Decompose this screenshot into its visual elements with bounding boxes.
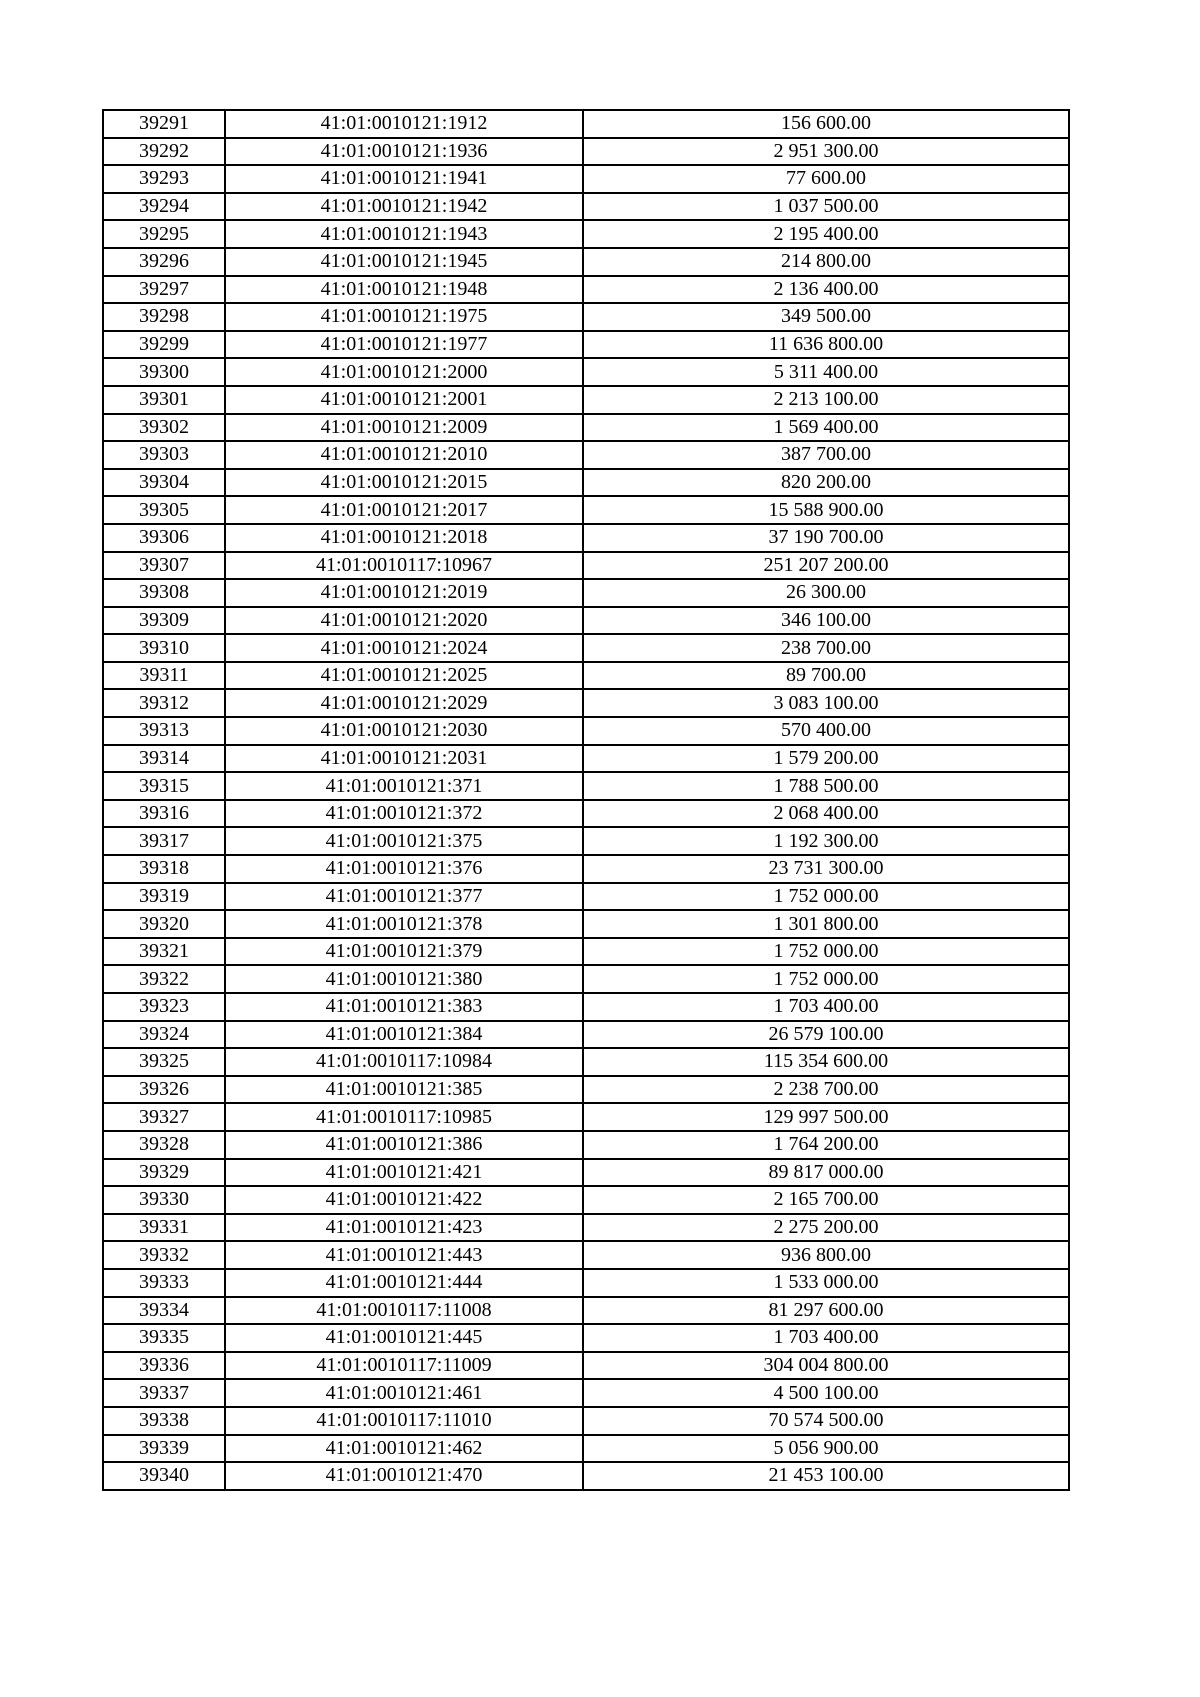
cadastral-number-cell: 41:01:0010121:2020 (225, 607, 583, 635)
cadastral-value-cell: 387 700.00 (583, 441, 1069, 469)
row-number-cell: 39322 (103, 965, 225, 993)
table-row (103, 1435, 1069, 1463)
row-number-cell: 39308 (103, 579, 225, 607)
cadastral-number-cell: 41:01:0010121:2029 (225, 689, 583, 717)
cadastral-number-cell: 41:01:0010121:444 (225, 1269, 583, 1297)
cadastral-number-cell: 41:01:0010121:1945 (225, 248, 583, 276)
table-row (103, 1131, 1069, 1159)
table-row (103, 524, 1069, 552)
table-row (103, 441, 1069, 469)
table-row (103, 414, 1069, 442)
cadastral-number-cell: 41:01:0010121:1941 (225, 165, 583, 193)
table-row (103, 634, 1069, 662)
row-number-cell: 39323 (103, 993, 225, 1021)
cadastral-value-cell: 2 136 400.00 (583, 276, 1069, 304)
cadastral-number-cell: 41:01:0010121:2019 (225, 579, 583, 607)
cadastral-value-cell: 21 453 100.00 (583, 1462, 1069, 1490)
cadastral-value-cell: 15 588 900.00 (583, 496, 1069, 524)
cadastral-number-cell: 41:01:0010121:2018 (225, 524, 583, 552)
row-number-cell: 39316 (103, 800, 225, 828)
cadastral-number-cell: 41:01:0010121:379 (225, 938, 583, 966)
cadastral-value-cell: 77 600.00 (583, 165, 1069, 193)
cadastral-value-cell: 81 297 600.00 (583, 1297, 1069, 1325)
table-row (103, 1241, 1069, 1269)
row-number-cell: 39334 (103, 1297, 225, 1325)
cadastral-number-cell: 41:01:0010121:1943 (225, 220, 583, 248)
cadastral-value-cell: 115 354 600.00 (583, 1048, 1069, 1076)
cadastral-value-cell: 70 574 500.00 (583, 1407, 1069, 1435)
row-number-cell: 39332 (103, 1241, 225, 1269)
table-row (103, 1048, 1069, 1076)
row-number-cell: 39325 (103, 1048, 225, 1076)
row-number-cell: 39300 (103, 358, 225, 386)
row-number-cell: 39304 (103, 469, 225, 497)
table-row (103, 248, 1069, 276)
row-number-cell: 39327 (103, 1103, 225, 1131)
table-row (103, 358, 1069, 386)
cadastral-value-cell: 936 800.00 (583, 1241, 1069, 1269)
table-row (103, 745, 1069, 773)
cadastral-value-cell: 2 213 100.00 (583, 386, 1069, 414)
table-row (103, 469, 1069, 497)
table-row (103, 1159, 1069, 1187)
row-number-cell: 39318 (103, 855, 225, 883)
cadastral-number-cell: 41:01:0010117:11008 (225, 1297, 583, 1325)
row-number-cell: 39295 (103, 220, 225, 248)
table-row (103, 193, 1069, 221)
table-row (103, 717, 1069, 745)
table-row (103, 110, 1069, 138)
table-row (103, 579, 1069, 607)
cadastral-number-cell: 41:01:0010121:1975 (225, 303, 583, 331)
cadastral-number-cell: 41:01:0010121:423 (225, 1214, 583, 1242)
cadastral-value-cell: 2 165 700.00 (583, 1186, 1069, 1214)
cadastral-value-cell: 820 200.00 (583, 469, 1069, 497)
table-row (103, 386, 1069, 414)
row-number-cell: 39314 (103, 745, 225, 773)
cadastral-value-cell: 1 788 500.00 (583, 772, 1069, 800)
cadastral-number-cell: 41:01:0010117:10967 (225, 552, 583, 580)
row-number-cell: 39315 (103, 772, 225, 800)
cadastral-value-cell: 1 703 400.00 (583, 993, 1069, 1021)
cadastral-value-cell: 89 817 000.00 (583, 1159, 1069, 1187)
table-row (103, 165, 1069, 193)
cadastral-number-cell: 41:01:0010121:371 (225, 772, 583, 800)
cadastral-value-cell: 11 636 800.00 (583, 331, 1069, 359)
cadastral-value-cell: 26 300.00 (583, 579, 1069, 607)
cadastral-value-cell: 129 997 500.00 (583, 1103, 1069, 1131)
cadastral-value-cell: 5 311 400.00 (583, 358, 1069, 386)
cadastral-number-cell: 41:01:0010121:1942 (225, 193, 583, 221)
row-number-cell: 39312 (103, 689, 225, 717)
table-row (103, 772, 1069, 800)
cadastral-value-cell: 1 037 500.00 (583, 193, 1069, 221)
cadastral-number-cell: 41:01:0010121:2031 (225, 745, 583, 773)
cadastral-number-cell: 41:01:0010117:10984 (225, 1048, 583, 1076)
cadastral-number-cell: 41:01:0010121:378 (225, 910, 583, 938)
table-row (103, 883, 1069, 911)
row-number-cell: 39321 (103, 938, 225, 966)
table-row (103, 1352, 1069, 1380)
row-number-cell: 39319 (103, 883, 225, 911)
table-row (103, 1214, 1069, 1242)
table-row (103, 1186, 1069, 1214)
row-number-cell: 39297 (103, 276, 225, 304)
row-number-cell: 39307 (103, 552, 225, 580)
cadastral-number-cell: 41:01:0010121:2025 (225, 662, 583, 690)
cadastral-value-cell: 1 533 000.00 (583, 1269, 1069, 1297)
table-row (103, 938, 1069, 966)
cadastral-value-cell: 2 068 400.00 (583, 800, 1069, 828)
row-number-cell: 39328 (103, 1131, 225, 1159)
cadastral-number-cell: 41:01:0010121:386 (225, 1131, 583, 1159)
cadastral-number-cell: 41:01:0010117:11009 (225, 1352, 583, 1380)
cadastral-number-cell: 41:01:0010121:1977 (225, 331, 583, 359)
row-number-cell: 39292 (103, 138, 225, 166)
cadastral-value-cell: 3 083 100.00 (583, 689, 1069, 717)
table-row (103, 138, 1069, 166)
row-number-cell: 39330 (103, 1186, 225, 1214)
row-number-cell: 39317 (103, 827, 225, 855)
cadastral-number-cell: 41:01:0010121:2000 (225, 358, 583, 386)
cadastral-value-cell: 156 600.00 (583, 110, 1069, 138)
cadastral-value-cell: 26 579 100.00 (583, 1021, 1069, 1049)
row-number-cell: 39339 (103, 1435, 225, 1463)
cadastral-number-cell: 41:01:0010121:421 (225, 1159, 583, 1187)
cadastral-number-cell: 41:01:0010121:2030 (225, 717, 583, 745)
row-number-cell: 39305 (103, 496, 225, 524)
table-body (103, 110, 1069, 1490)
cadastral-value-cell: 1 703 400.00 (583, 1324, 1069, 1352)
cadastral-number-cell: 41:01:0010121:383 (225, 993, 583, 1021)
cadastral-number-cell: 41:01:0010121:462 (225, 1435, 583, 1463)
cadastral-value-cell: 1 301 800.00 (583, 910, 1069, 938)
row-number-cell: 39291 (103, 110, 225, 138)
table-row (103, 303, 1069, 331)
row-number-cell: 39311 (103, 662, 225, 690)
cadastral-number-cell: 41:01:0010121:384 (225, 1021, 583, 1049)
cadastral-number-cell: 41:01:0010121:380 (225, 965, 583, 993)
cadastral-number-cell: 41:01:0010121:1936 (225, 138, 583, 166)
cadastral-value-table (102, 109, 1070, 1491)
table-row (103, 1297, 1069, 1325)
cadastral-number-cell: 41:01:0010121:376 (225, 855, 583, 883)
table-row (103, 1462, 1069, 1490)
cadastral-value-cell: 2 275 200.00 (583, 1214, 1069, 1242)
table-row (103, 800, 1069, 828)
row-number-cell: 39302 (103, 414, 225, 442)
cadastral-number-cell: 41:01:0010121:2024 (225, 634, 583, 662)
cadastral-value-cell: 23 731 300.00 (583, 855, 1069, 883)
cadastral-value-cell: 251 207 200.00 (583, 552, 1069, 580)
table-row (103, 220, 1069, 248)
row-number-cell: 39340 (103, 1462, 225, 1490)
cadastral-value-cell: 37 190 700.00 (583, 524, 1069, 552)
row-number-cell: 39331 (103, 1214, 225, 1242)
table-row (103, 1103, 1069, 1131)
cadastral-number-cell: 41:01:0010121:2015 (225, 469, 583, 497)
cadastral-value-cell: 2 238 700.00 (583, 1076, 1069, 1104)
row-number-cell: 39293 (103, 165, 225, 193)
cadastral-number-cell: 41:01:0010121:443 (225, 1241, 583, 1269)
cadastral-number-cell: 41:01:0010121:461 (225, 1379, 583, 1407)
row-number-cell: 39306 (103, 524, 225, 552)
table-row (103, 1324, 1069, 1352)
cadastral-value-cell: 570 400.00 (583, 717, 1069, 745)
table-row (103, 689, 1069, 717)
cadastral-value-cell: 304 004 800.00 (583, 1352, 1069, 1380)
cadastral-number-cell: 41:01:0010121:445 (225, 1324, 583, 1352)
cadastral-number-cell: 41:01:0010121:2010 (225, 441, 583, 469)
row-number-cell: 39310 (103, 634, 225, 662)
table-row (103, 552, 1069, 580)
table-row (103, 1269, 1069, 1297)
cadastral-number-cell: 41:01:0010121:1912 (225, 110, 583, 138)
cadastral-number-cell: 41:01:0010121:377 (225, 883, 583, 911)
cadastral-value-cell: 1 764 200.00 (583, 1131, 1069, 1159)
cadastral-number-cell: 41:01:0010121:385 (225, 1076, 583, 1104)
row-number-cell: 39335 (103, 1324, 225, 1352)
row-number-cell: 39337 (103, 1379, 225, 1407)
row-number-cell: 39301 (103, 386, 225, 414)
table-row (103, 1379, 1069, 1407)
row-number-cell: 39296 (103, 248, 225, 276)
table-row (103, 827, 1069, 855)
row-number-cell: 39333 (103, 1269, 225, 1297)
row-number-cell: 39299 (103, 331, 225, 359)
cadastral-value-cell: 1 192 300.00 (583, 827, 1069, 855)
table-row (103, 1407, 1069, 1435)
row-number-cell: 39303 (103, 441, 225, 469)
cadastral-value-cell: 89 700.00 (583, 662, 1069, 690)
cadastral-value-cell: 1 752 000.00 (583, 938, 1069, 966)
table-row (103, 662, 1069, 690)
row-number-cell: 39324 (103, 1021, 225, 1049)
cadastral-value-cell: 1 579 200.00 (583, 745, 1069, 773)
table-row (103, 993, 1069, 1021)
row-number-cell: 39298 (103, 303, 225, 331)
cadastral-value-cell: 1 752 000.00 (583, 965, 1069, 993)
row-number-cell: 39320 (103, 910, 225, 938)
cadastral-number-cell: 41:01:0010121:470 (225, 1462, 583, 1490)
cadastral-value-cell: 214 800.00 (583, 248, 1069, 276)
row-number-cell: 39309 (103, 607, 225, 635)
table-row (103, 1076, 1069, 1104)
cadastral-value-cell: 2 195 400.00 (583, 220, 1069, 248)
table-row (103, 607, 1069, 635)
row-number-cell: 39313 (103, 717, 225, 745)
cadastral-number-cell: 41:01:0010121:2001 (225, 386, 583, 414)
cadastral-value-cell: 5 056 900.00 (583, 1435, 1069, 1463)
table-row (103, 331, 1069, 359)
cadastral-value-cell: 346 100.00 (583, 607, 1069, 635)
cadastral-number-cell: 41:01:0010117:11010 (225, 1407, 583, 1435)
cadastral-value-cell: 4 500 100.00 (583, 1379, 1069, 1407)
table-row (103, 1021, 1069, 1049)
cadastral-number-cell: 41:01:0010121:1948 (225, 276, 583, 304)
cadastral-value-cell: 349 500.00 (583, 303, 1069, 331)
table-row (103, 496, 1069, 524)
cadastral-number-cell: 41:01:0010117:10985 (225, 1103, 583, 1131)
row-number-cell: 39329 (103, 1159, 225, 1187)
row-number-cell: 39338 (103, 1407, 225, 1435)
cadastral-number-cell: 41:01:0010121:375 (225, 827, 583, 855)
table-row (103, 910, 1069, 938)
cadastral-number-cell: 41:01:0010121:372 (225, 800, 583, 828)
row-number-cell: 39294 (103, 193, 225, 221)
table-row (103, 965, 1069, 993)
row-number-cell: 39326 (103, 1076, 225, 1104)
cadastral-value-cell: 1 569 400.00 (583, 414, 1069, 442)
table-row (103, 855, 1069, 883)
cadastral-number-cell: 41:01:0010121:422 (225, 1186, 583, 1214)
cadastral-number-cell: 41:01:0010121:2009 (225, 414, 583, 442)
table-row (103, 276, 1069, 304)
cadastral-value-cell: 238 700.00 (583, 634, 1069, 662)
cadastral-value-cell: 1 752 000.00 (583, 883, 1069, 911)
cadastral-value-cell: 2 951 300.00 (583, 138, 1069, 166)
row-number-cell: 39336 (103, 1352, 225, 1380)
cadastral-number-cell: 41:01:0010121:2017 (225, 496, 583, 524)
